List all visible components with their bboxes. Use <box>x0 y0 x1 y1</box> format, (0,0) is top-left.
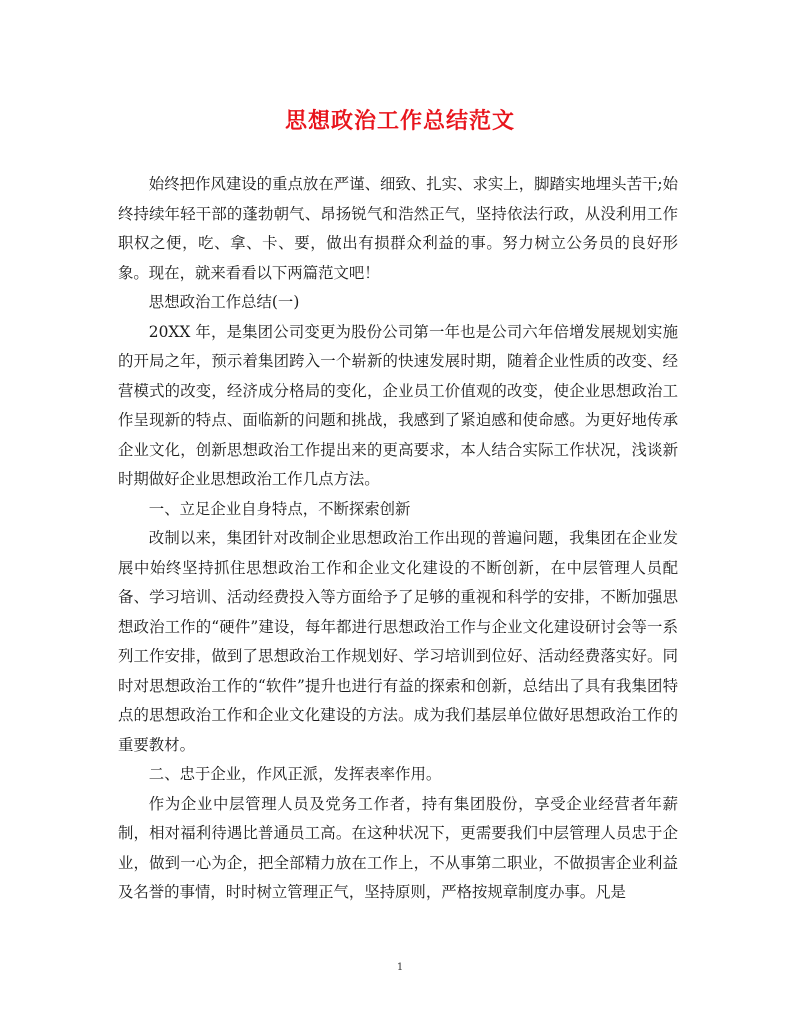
body-paragraph: 20XX 年，是集团公司变更为股份公司第一年也是公司六年倍增发展规划实施的开局之年，预示着集团跨入一个崭新的快速发展时期，随着企业性质的改变、经营模式的改变，经济成分格局的变化，企业员工价值观的改变，使企业思想政治工作呈现新的特点、面临新的问题和挑战，我感到了紧迫感和使命感。为更好地传承企业文化，创新思想政治工作提出来的更高要求，本人结合实际工作状况，浅谈新时期做好企业思想政治工作几点方法。 <box>118 322 678 488</box>
section-heading-two: 二、忠于企业，作风正派，发挥表率作用。 <box>148 765 442 783</box>
body-paragraph: 改制以来，集团针对改制企业思想政治工作出现的普遍问题，我集团在企业发展中始终坚持抓住思想政治工作和企业文化建设的不断创新，在中层管理人员配备、学习培训、活动经费投入等方面给予了足够的重视和科学的安排，不断加强思想政治工作的“硬件”建设，每年都进行思想政治工作与企业文化建设研讨会等一系列工作安排，做到了思想政治工作规划好、学习培训到位好、活动经费落实好。同时对思想政治工作的“软件”提升也进行有益的探索和创新，总结出了具有我集团特点的思想政治工作和企业文化建设的方法。成为我们基层单位做好思想政治工作的重要教材。 <box>118 529 678 754</box>
page-number: 1 <box>396 962 404 973</box>
intro-paragraph: 始终把作风建设的重点放在严谨、细致、扎实、求实上，脚踏实地埋头苦干;始终持续年轻干部的蓬勃朝气、昂扬锐气和浩然正气，坚持依法行政，从没利用工作职权之便，吃、拿、卡、要，做出有损群众利益的事。努力树立公务员的良好形象。现在，就来看看以下两篇范文吧！ <box>118 175 678 282</box>
body-paragraph: 作为企业中层管理人员及党务工作者，持有集团股份，享受企业经营者年薪制，相对福利待遇比普通员工高。在这种状况下，更需要我们中层管理人员忠于企业，做到一心为企，把全部精力放在工作上，不从事第二职业，不做损害企业利益及名誉的事情，时时树立管理正气，坚持原则，严格按规章制度办事。凡是 <box>118 794 678 901</box>
section-heading-one: 一、立足企业自身特点，不断探索创新 <box>148 499 411 518</box>
document-title: 思想政治工作总结范文 <box>284 108 515 134</box>
document-body <box>118 170 678 908</box>
section-heading-summary-one: 思想政治工作总结(一) <box>148 293 300 311</box>
